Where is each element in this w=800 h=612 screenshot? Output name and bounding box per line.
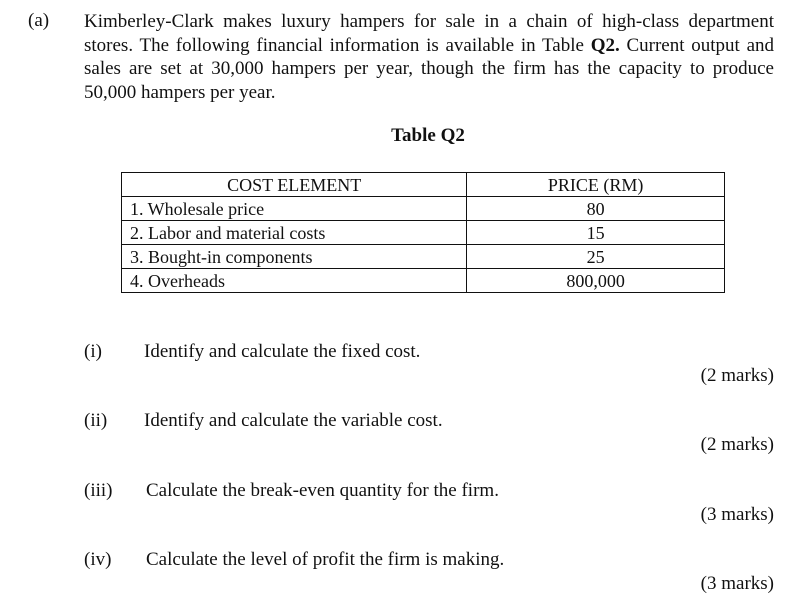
question-marks: (3 marks) xyxy=(700,504,774,525)
table-row xyxy=(122,245,725,269)
price-cell: 80 xyxy=(467,197,725,221)
header-price: PRICE (RM) xyxy=(467,173,725,197)
table-row xyxy=(122,197,725,221)
cost-table xyxy=(121,172,725,293)
intro-table-ref: Q2. xyxy=(590,34,620,56)
question-number: (iii) xyxy=(84,480,113,501)
question-text: Calculate the break-even quantity for the firm. xyxy=(146,480,499,501)
question-marks: (2 marks) xyxy=(700,434,774,455)
question-text: Identify and calculate the fixed cost. xyxy=(144,341,421,362)
question-text: Calculate the level of profit the firm is making. xyxy=(146,549,505,570)
cost-element-cell: 4. Overheads xyxy=(122,269,467,293)
intro-text-after: Current output and sales are set at 30,000 hampers per year, though the firm has the capacity to produce 50,000 hampers per year. xyxy=(84,34,774,103)
question-number: (iv) xyxy=(84,549,112,570)
question-marks: (3 marks) xyxy=(700,573,774,594)
table-header-row xyxy=(122,173,725,197)
price-cell: 800,000 xyxy=(467,269,725,293)
cost-element-cell: 3. Bought-in components xyxy=(122,245,467,269)
question-number: (ii) xyxy=(84,410,108,431)
header-cost-element: COST ELEMENT xyxy=(122,173,467,197)
question-number: (i) xyxy=(84,341,102,362)
question-marks: (2 marks) xyxy=(700,365,774,386)
intro-paragraph xyxy=(84,10,774,104)
price-cell: 15 xyxy=(467,221,725,245)
part-label: (a) xyxy=(28,10,50,31)
question-text: Identify and calculate the variable cost. xyxy=(144,410,443,431)
cost-element-cell: 2. Labor and material costs xyxy=(122,221,467,245)
table-title: Table Q2 xyxy=(391,125,465,146)
intro-text-before: Kimberley-Clark makes luxury hampers for sale in a chain of high-class department stores. The following financial information is available in Table xyxy=(84,11,774,56)
cost-element-cell: 1. Wholesale price xyxy=(122,197,467,221)
table-row xyxy=(122,221,725,245)
price-cell: 25 xyxy=(467,245,725,269)
table-row xyxy=(122,269,725,293)
